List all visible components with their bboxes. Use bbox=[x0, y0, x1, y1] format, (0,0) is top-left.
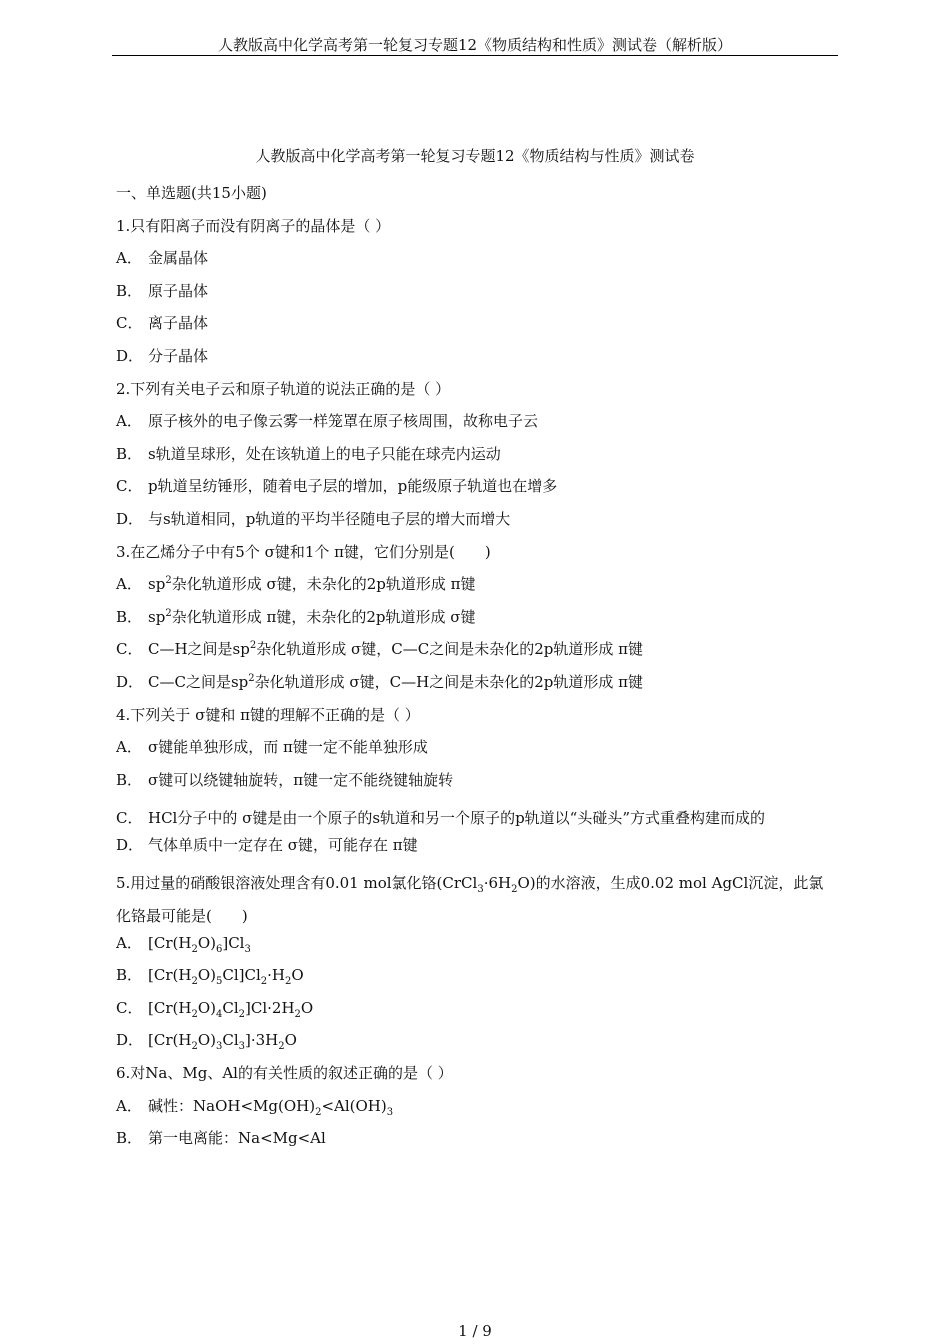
option-letter: A． bbox=[116, 738, 142, 757]
question-1-option-d: D． 分子晶体 bbox=[116, 346, 209, 365]
question-2-stem: 2.下列有关电子云和原子轨道的说法正确的是（ ） bbox=[116, 379, 451, 398]
option-letter: B． bbox=[116, 770, 143, 789]
question-3-option-c: C． C—H之间是$sp^2$杂化轨道形成 σ键，C—C之间是未杂化的2p轨道形成 π键 bbox=[116, 640, 643, 659]
running-header: 人教版高中化学高考第一轮复习专题12《物质结构和性质》测试卷（解析版） bbox=[217, 36, 733, 54]
question-4-stem: 4.下列关于 σ键和 π键的理解不正确的是（ ） bbox=[116, 705, 420, 724]
option-letter: B． bbox=[116, 607, 143, 626]
option-letter: D． bbox=[116, 835, 144, 854]
section-heading: 一、单选题(共15小题) bbox=[116, 184, 267, 202]
question-5-option-b: B． $[Cr(H_2O)_5Cl]Cl_2\cdot H_2O$ bbox=[116, 966, 304, 988]
header-rule bbox=[112, 55, 838, 56]
option-letter: C． bbox=[116, 640, 143, 659]
question-1-option-b: B． 原子晶体 bbox=[116, 281, 209, 300]
document-title: 人教版高中化学高考第一轮复习专题12《物质结构与性质》测试卷 bbox=[255, 147, 695, 165]
question-2-option-d: D． 与s轨道相同，p轨道的平均半径随电子层的增大而增大 bbox=[116, 509, 511, 528]
question-2-option-a: A． 原子核外的电子像云雾一样笼罩在原子核周围，故称电子云 bbox=[116, 412, 539, 431]
option-letter: C． bbox=[116, 477, 143, 496]
option-letter: A． bbox=[116, 933, 142, 952]
option-letter: D． bbox=[116, 1031, 144, 1050]
question-1-option-c: C． 离子晶体 bbox=[116, 314, 209, 333]
question-2-option-c: C． p轨道呈纺锤形，随着电子层的增加，p能级原子轨道也在增多 bbox=[116, 477, 558, 496]
question-5-option-c: C． $[Cr(H_2O)_4Cl_2]Cl\cdot 2H_2O$ bbox=[116, 998, 314, 1020]
option-letter: B． bbox=[116, 444, 143, 463]
question-5-stem: 5.用过量的硝酸银溶液处理含有0.01 mol氯化铬$(CrCl_3\cdot 6H_2O)$的水溶液，生成0.02 mol AgCl沉淀，此氯化铬最可能是( ) bbox=[116, 874, 824, 926]
option-letter: C． bbox=[116, 809, 143, 828]
question-list bbox=[116, 183, 838, 1161]
question-6-option-a: A． 碱性：$NaOH<Mg(OH)_2<Al(OH)_3$ bbox=[116, 1096, 394, 1118]
option-letter: A． bbox=[116, 575, 142, 594]
question-2-option-b: B． s轨道呈球形，处在该轨道上的电子只能在球壳内运动 bbox=[116, 444, 501, 463]
option-letter: A． bbox=[116, 1096, 142, 1115]
option-letter: C． bbox=[116, 998, 143, 1017]
question-1-option-a: A． 金属晶体 bbox=[116, 249, 209, 268]
question-4-option-c: C． HCl分子中的 σ键是由一个原子的s轨道和另一个原子的p轨道以“头碰头”方式重叠构建而成的 bbox=[116, 802, 838, 835]
question-5-option-d: D． $[Cr(H_2O)_3Cl_3]\cdot 3H_2O$ bbox=[116, 1031, 297, 1053]
question-6-stem: 6.对Na、Mg、Al的有关性质的叙述正确的是（ ） bbox=[116, 1064, 453, 1083]
question-4-option-a: A． σ键能单独形成，而 π键一定不能单独形成 bbox=[116, 738, 428, 757]
question-6-option-b: B． 第一电离能：Na<Mg<Al bbox=[116, 1129, 326, 1148]
option-letter: D． bbox=[116, 346, 144, 365]
option-letter: B． bbox=[116, 966, 143, 985]
option-letter: A． bbox=[116, 412, 142, 431]
question-4-option-d: D． 气体单质中一定存在 σ键，可能存在 π键 bbox=[116, 835, 418, 854]
option-letter: A． bbox=[116, 249, 142, 268]
question-3-option-b: B． $sp^2$杂化轨道形成 π键，未杂化的2p轨道形成 σ键 bbox=[116, 607, 476, 626]
option-letter: B． bbox=[116, 281, 143, 300]
option-letter: D． bbox=[116, 509, 144, 528]
question-4-option-b: B． σ键可以绕键轴旋转，π键一定不能绕键轴旋转 bbox=[116, 770, 454, 789]
question-3-stem: 3.在乙烯分子中有5个 σ键和1个 π键，它们分别是( ) bbox=[116, 542, 491, 561]
option-letter: B． bbox=[116, 1129, 143, 1148]
question-1-stem: 1.只有阳离子而没有阴离子的晶体是（ ） bbox=[116, 216, 391, 235]
question-5-option-a: A． $[Cr(H_2O)_6]Cl_3$ bbox=[116, 933, 251, 955]
question-3-option-d: D． C—C之间是$sp^2$杂化轨道形成 σ键，C—H之间是未杂化的2p轨道形成 π键 bbox=[116, 672, 643, 691]
page-number: 1 / 9 bbox=[458, 1322, 492, 1340]
question-3-option-a: A． $sp^2$杂化轨道形成 σ键，未杂化的2p轨道形成 π键 bbox=[116, 575, 476, 594]
option-letter: D． bbox=[116, 672, 144, 691]
option-letter: C． bbox=[116, 314, 143, 333]
